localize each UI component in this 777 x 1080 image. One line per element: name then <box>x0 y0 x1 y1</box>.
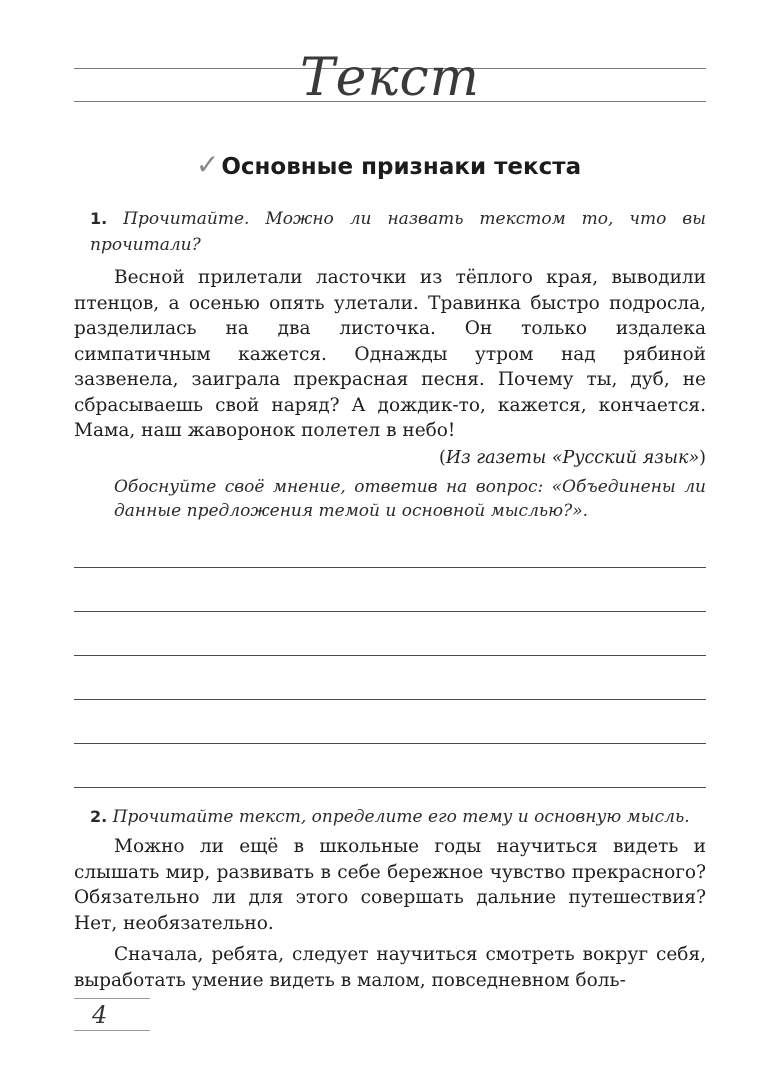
answer-line-3[interactable] <box>74 655 706 656</box>
exercise-2-paragraph-1: Можно ли ещё в школьные годы научиться видеть и слышать мир, развивать в себе бережное чувство прекрасного? Обязательно ли для этого совершать дальние путешествия? Нет, необязательно. <box>74 836 706 934</box>
exercise-2-instruction <box>74 804 706 830</box>
footer-rule-top <box>74 998 150 999</box>
source-close-paren: ) <box>699 447 706 468</box>
answer-line-4[interactable] <box>74 699 706 700</box>
source-open-paren: ( <box>439 447 446 468</box>
exercise-1-instruction-text: Прочитайте. Можно ли назвать текстом то, что вы прочитали? <box>90 209 706 255</box>
exercise-2-instruction-text: Прочитайте текст, определите его тему и основную мысль. <box>112 807 690 827</box>
exercise-1-instruction <box>74 206 706 258</box>
check-mark-icon: ✓ <box>195 148 220 181</box>
exercise-2-number: 2. <box>90 807 108 826</box>
page-number: 4 <box>92 1001 108 1029</box>
exercise-1-task: Обоснуйте своё мнение, ответив на вопрос: «Объединены ли данные предложения темой и основной мыслью?». <box>114 476 706 521</box>
exercise-2 <box>74 804 706 993</box>
chapter-title: Текст <box>300 48 480 108</box>
answer-line-1[interactable] <box>74 567 706 568</box>
exercise-2-paragraph-2: Сначала, ребята, следует научиться смотреть вокруг себя, выработать умение видеть в малом, повседневном боль- <box>74 944 706 991</box>
exercise-1 <box>74 206 706 523</box>
exercise-1-source <box>74 445 706 471</box>
answer-line-2[interactable] <box>74 611 706 612</box>
exercise-1-number: 1. <box>90 209 108 228</box>
footer-rule-bottom <box>74 1030 150 1031</box>
exercise-1-text: Весной прилетали ласточки из тёплого края, выводили птенцов, а осенью опять улетали. Травинка быстро подросла, разделилась на два листочка. Он только издалека симпатичным кажется. Однажды утром над рябиной зазвенела, заиграла прекрасная песня. Почему ты, дуб, не сбрасываешь свой наряд? А дождик-то, кажется, кончается. Мама, наш жаворонок полетел в небо! <box>74 267 706 441</box>
section-title-text: Основные признаки текста <box>221 154 582 180</box>
source-text: Из газеты «Русский язык» <box>445 447 700 468</box>
section-title <box>0 150 777 182</box>
answer-line-5[interactable] <box>74 743 706 744</box>
answer-line-6[interactable] <box>74 787 706 788</box>
